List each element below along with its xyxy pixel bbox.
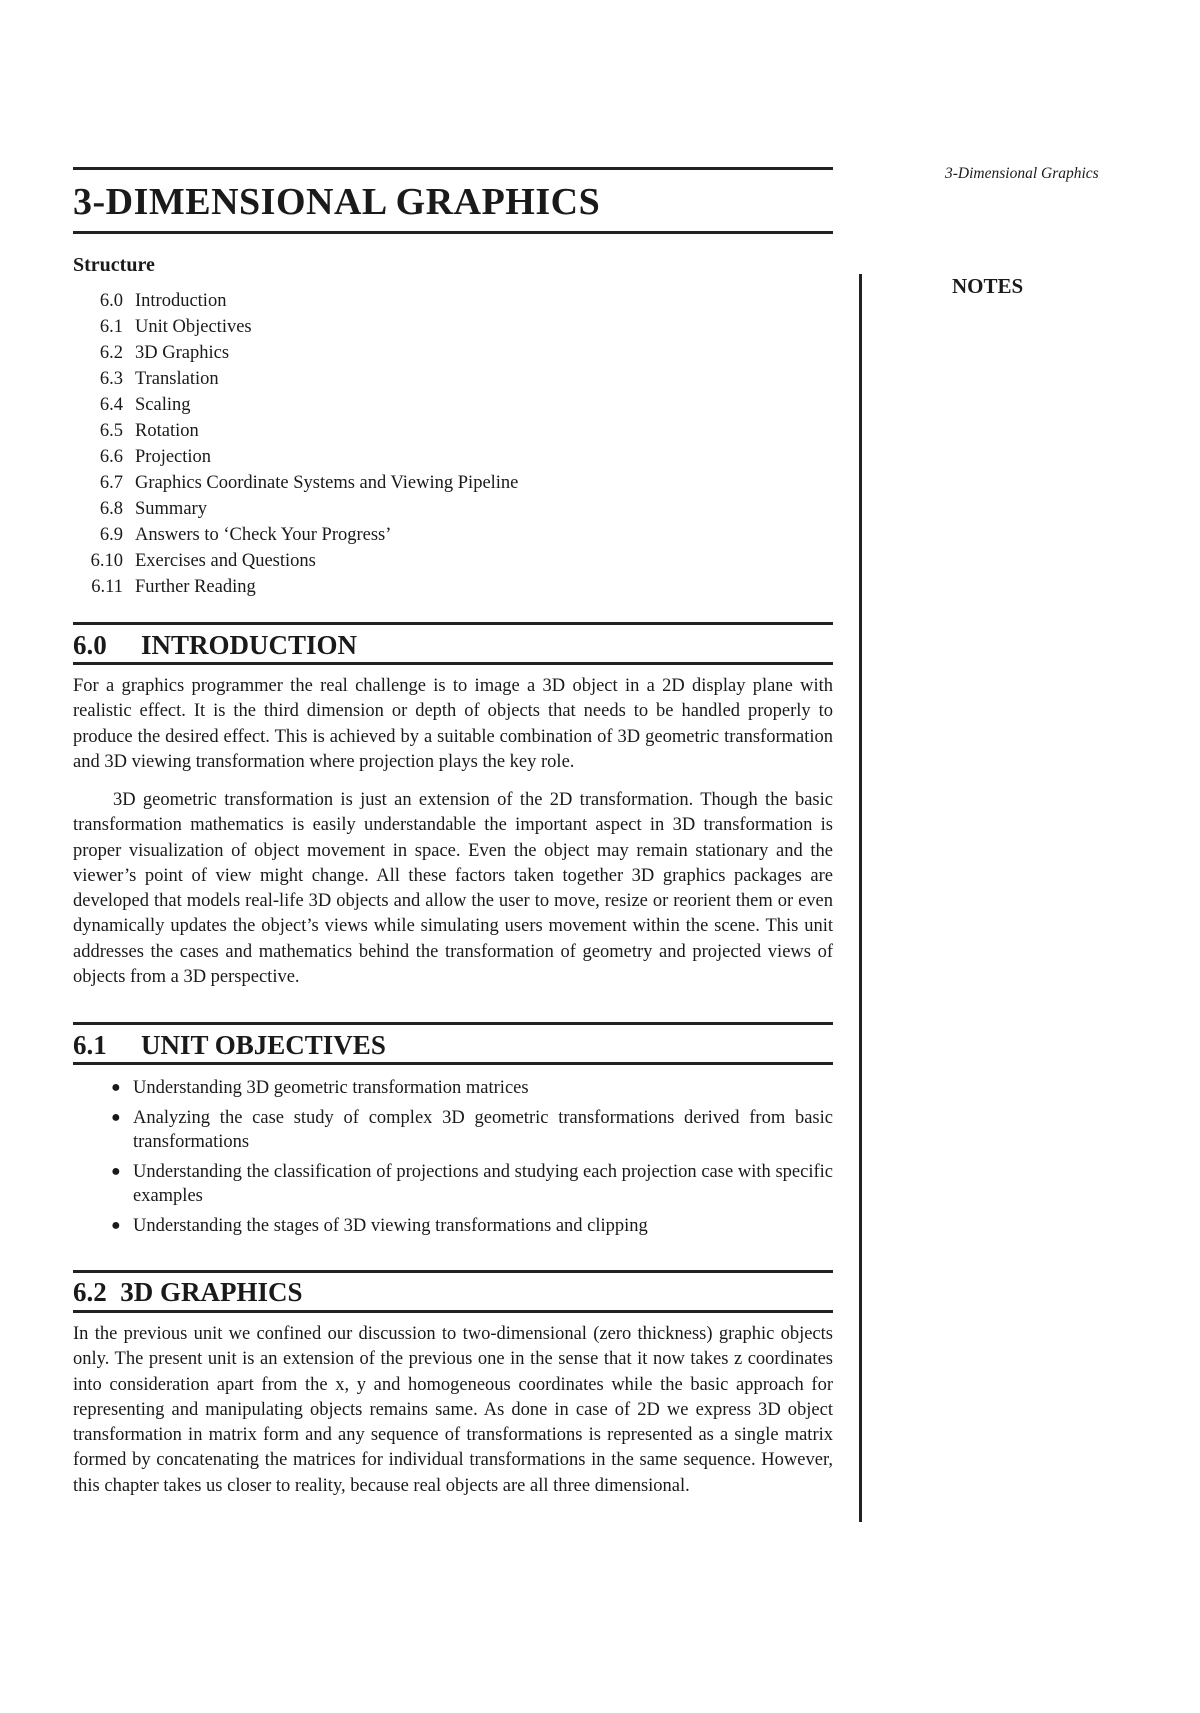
running-head: 3-Dimensional Graphics [945, 165, 1099, 182]
toc-item-label: Exercises and Questions [135, 551, 316, 571]
toc-item-number: 6.8 [99, 499, 123, 519]
chapter-title: 3-DIMENSIONAL GRAPHICS [73, 181, 601, 223]
toc-item [73, 444, 833, 470]
section-number: 6.2 [73, 1277, 107, 1307]
intro-paragraph-2: 3D geometric transformation is just an extension of the 2D transformation. Though the basic transformation mathematics is easily understandable the important aspect in 3D transformation is proper visualization of object movement in space. Even the object may remain stationary and the viewer’s point of view might change. All these factors taken together 3D graphics packages are developed that models real-life 3D objects and allow the user to move, resize or reorient them or even dynamically updates the object’s views while simulating users movement within the scene. This unit addresses the cases and mathematics behind the transformation of geometry and projected views of objects from a 3D perspective. [73, 790, 833, 988]
section-title: UNIT OBJECTIVES [141, 1030, 386, 1060]
toc-item-number: 6.1 [99, 317, 123, 337]
toc-item-label: Further Reading [135, 577, 256, 597]
toc-item [73, 522, 833, 548]
toc-item [73, 418, 833, 444]
toc-item [73, 366, 833, 392]
toc-item-label: Projection [135, 447, 212, 467]
title-rule-top [73, 167, 833, 170]
toc-item-number: 6.4 [99, 395, 123, 415]
section-rule-bottom [73, 662, 833, 665]
toc-item-label: Introduction [135, 291, 227, 311]
section-heading-introduction [73, 630, 357, 661]
toc-item-label: Rotation [135, 421, 199, 441]
toc-item [73, 288, 833, 314]
toc-item [73, 548, 833, 574]
toc-item-number: 6.0 [99, 291, 123, 311]
toc-item [73, 314, 833, 340]
toc-item [73, 340, 833, 366]
section-number: 6.0 [73, 630, 107, 660]
objective-item: ● Understanding the stages of 3D viewing transformations and clipping [111, 1216, 648, 1236]
toc-item-label: Unit Objectives [135, 317, 252, 337]
toc-item [73, 392, 833, 418]
intro-paragraph-1: For a graphics programmer the real challenge is to image a 3D object in a 2D display plane with realistic effect. It is the third dimension or depth of objects that needs to be handled properly to produce the desired effect. This is achieved by a suitable combination of 3D geometric transformation and 3D viewing transformation where projection plays the key role. [73, 676, 833, 772]
objective-item: ● Analyzing the case study of complex 3D geometric transformations derived from basic transformations [111, 1108, 833, 1152]
objectives-list [73, 1076, 833, 1244]
toc-item [73, 574, 833, 600]
toc-item [73, 470, 833, 496]
section-heading-objectives [73, 1030, 386, 1061]
toc-item-number: 6.5 [99, 421, 123, 441]
toc-item-number: 6.7 [99, 473, 123, 493]
toc-item-number: 6.9 [99, 525, 123, 545]
toc-item-label: Translation [135, 369, 219, 389]
notes-label: NOTES [952, 274, 1024, 298]
bullet-icon: ● [111, 1217, 121, 1234]
toc-item-number: 6.11 [91, 577, 123, 597]
toc-item-label: Scaling [135, 395, 191, 415]
toc-item-label: Answers to ‘Check Your Progress’ [135, 525, 392, 545]
toc-item-number: 6.3 [99, 369, 123, 389]
section-rule-top [73, 622, 833, 625]
section-title: 3D GRAPHICS [120, 1277, 303, 1307]
objective-item: ● Understanding the classification of projections and studying each projection case with specific examples [111, 1162, 833, 1206]
title-rule-bottom [73, 231, 833, 234]
section-rule-bottom [73, 1310, 833, 1313]
section-number: 6.1 [73, 1030, 107, 1060]
toc-item-number: 6.10 [90, 551, 123, 571]
graphics3d-paragraph: In the previous unit we confined our discussion to two-dimensional (zero thickness) graphic objects only. The present unit is an extension of the previous one in the sense that it now takes z coordinates into consideration apart from the x, y and homogeneous coordinates while the basic approach for representing and manipulating objects remains same. As done in case of 2D we express 3D object transformation in matrix form and any sequence of transformations is represented as a single matrix formed by concatenating the matrices for individual transformations in the same sequence. However, this chapter takes us closer to reality, because real objects are all three dimensional. [73, 1324, 833, 1496]
toc-item-label: Graphics Coordinate Systems and Viewing Pipeline [135, 473, 519, 493]
bullet-icon: ● [111, 1109, 121, 1126]
toc-item-label: Summary [135, 499, 207, 519]
section-rule-bottom [73, 1062, 833, 1065]
structure-list [73, 288, 833, 600]
bullet-icon: ● [111, 1079, 121, 1096]
section-rule-top [73, 1022, 833, 1025]
toc-item-label: 3D Graphics [135, 343, 230, 363]
section-title: INTRODUCTION [141, 630, 358, 660]
bullet-icon: ● [111, 1163, 121, 1180]
section-rule-top [73, 1270, 833, 1273]
toc-item-number: 6.2 [99, 343, 123, 363]
section-heading-3d-graphics [73, 1277, 303, 1308]
toc-item [73, 496, 833, 522]
structure-heading: Structure [73, 254, 155, 276]
toc-item-number: 6.6 [99, 447, 123, 467]
objective-item: ● Understanding 3D geometric transformation matrices [111, 1078, 529, 1098]
margin-rule [859, 274, 862, 1522]
